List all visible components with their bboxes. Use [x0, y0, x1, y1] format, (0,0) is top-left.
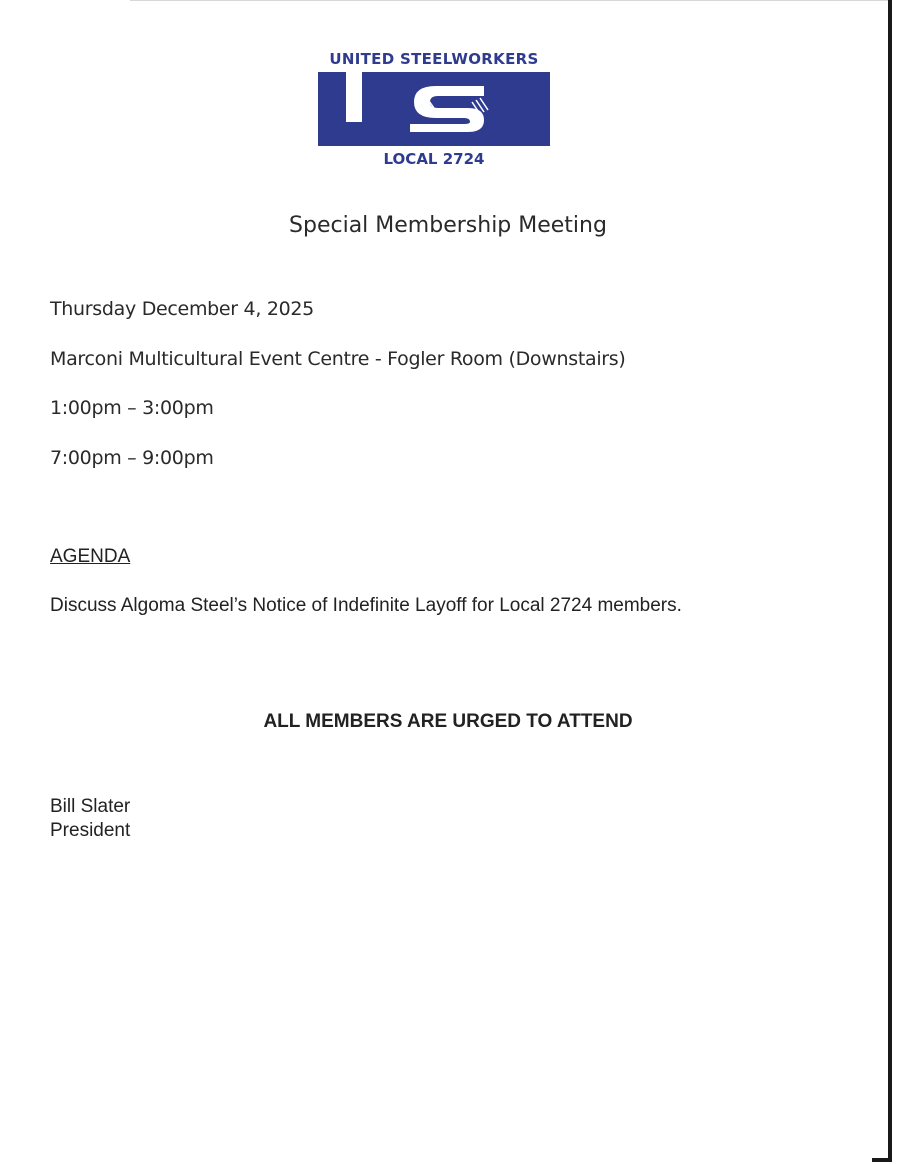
logo-bottom-text: LOCAL 2724	[383, 150, 485, 168]
call-to-action: ALL MEMBERS ARE URGED TO ATTEND	[263, 711, 633, 732]
agenda-heading: AGENDA	[50, 546, 131, 567]
signatory-title: President	[50, 820, 131, 841]
scan-bottom-edge	[872, 1158, 892, 1162]
logo-top-text: UNITED STEELWORKERS	[329, 50, 539, 68]
scan-right-edge	[888, 0, 892, 1160]
session-time-2: 7:00pm – 9:00pm	[50, 447, 214, 469]
union-logo	[318, 50, 550, 168]
scan-top-edge	[130, 0, 890, 1]
document-title: Special Membership Meeting	[289, 213, 607, 238]
signatory-name: Bill Slater	[50, 796, 131, 817]
meeting-location: Marconi Multicultural Event Centre - Fogler Room (Downstairs)	[50, 348, 626, 370]
meeting-date: Thursday December 4, 2025	[50, 298, 314, 320]
agenda-item: Discuss Algoma Steel’s Notice of Indefinite Layoff for Local 2724 members.	[50, 595, 682, 616]
usw-logo-icon	[318, 72, 550, 146]
session-time-1: 1:00pm – 3:00pm	[50, 397, 214, 419]
